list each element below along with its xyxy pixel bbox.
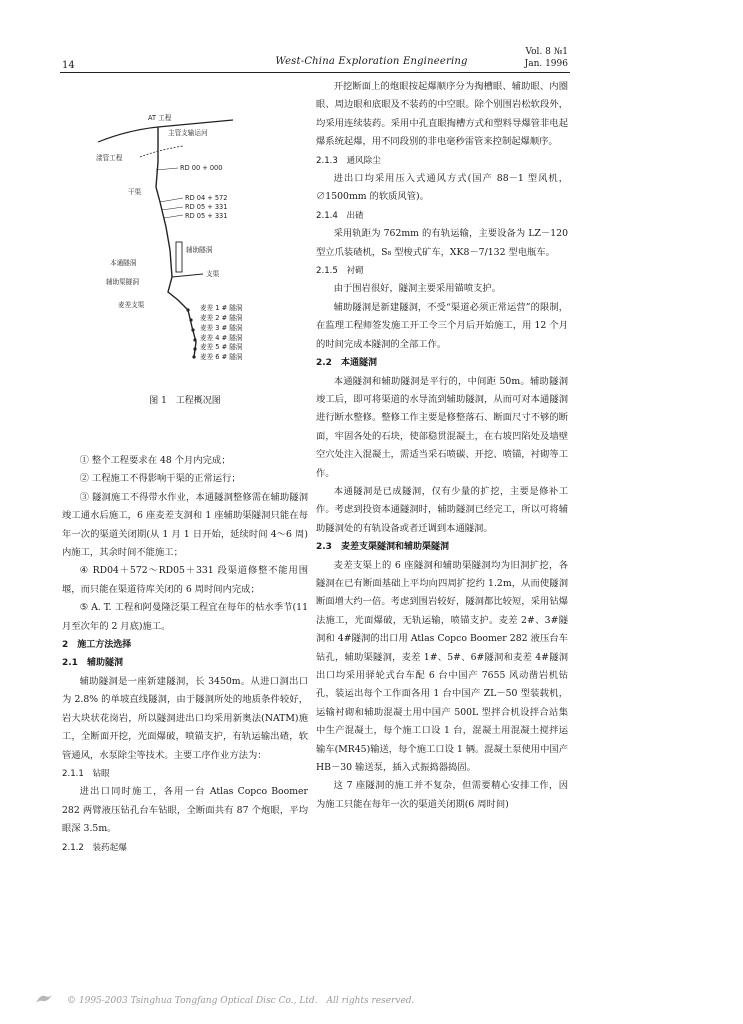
label-main-canal: 干渠 [128,188,142,196]
req-item-2: ② 工程施工不得影响干渠的正常运行； [79,473,241,485]
mj-schedule-paragraph: 这 7 座隧洞的施工并不复杂，但需要精心安排工作，因为施工只能在每年一次的渠道关闭期(6 周时间) [316,780,568,810]
section-heading-2: 2 施工方法选择 [62,640,132,651]
label-mj-tunnel-6: 麦差 6 # 隧洞 [200,353,243,361]
volume-info [525,46,568,70]
rd05-leader-a [162,207,183,210]
rd04-leader [160,198,183,202]
req-item-1: ① 整个工程要求在 48 个月内完成； [79,455,231,466]
req-item-3: ③ 隧洞施工不得带水作业，本通隧洞整修需在辅助隧洞竣工通水后施工，6 座麦差支洞和 1 座辅助渠隧洞只能在每年一次的渠道关闭期(从 1 月 1 日开始，延续时间 4～6 周)内施工，其余时间不能施工； [62,491,308,559]
rd05-leader-b [164,215,183,218]
section-heading-2-3: 2.3 麦差支渠隧洞和辅助渠隧洞 [316,542,449,553]
section-heading-2-1-4: 2.1.4 出碴 [316,210,364,221]
publisher-logo-icon [35,993,53,1005]
section-heading-2-1: 2.1 辅助隧洞 [62,658,123,669]
label-main-tunnel: 本通隧洞 [110,259,137,267]
req-item-5: ⑤ A. T. 工程和阿曼隆泛渠工程宜在每年的枯水季节(11 月至次年的 2 月底)施工。 [62,602,308,632]
volume-number: Vol. 8 №1 [525,47,568,57]
aux-tunnel-shape [176,242,182,272]
label-mj-tunnel-4: 麦差 4 # 隧洞 [200,334,243,342]
mj-tunnel-2-marker [189,318,192,321]
label-main-pipe-line: 主管支输运河 [168,129,208,137]
header-rule [60,72,570,73]
page-footer [35,990,414,1008]
issue-date: Jan. 1996 [524,59,568,69]
journal-title: West-China Exploration Engineering [275,56,468,67]
mj-tunnel-6-marker [192,355,195,358]
label-mj-tunnel-5: 麦差 5 # 隧洞 [200,343,243,351]
label-old-pipe: 漾管工程 [96,154,123,162]
branch-canal-line [172,274,203,277]
label-mj-tunnel-1: 麦差 1 # 隧洞 [200,304,243,312]
label-mj-tunnel-2: 麦差 2 # 隧洞 [200,314,243,322]
mj-tunnels-paragraph: 麦差支渠上的 6 座隧洞和辅助渠隧洞均为旧洞扩挖，各隧洞在已有断面基础上平均向四周扩挖约 1.2m，从而使隧洞断面增大约一倍。考虑到围岩较好，隧洞都比较短，采用钻爆法施工，光面爆破，无轨运输，喷锚支护。麦差 2#、3#隧洞和 4#隧洞的出口用 Atlas Copco Boomer 282 液压台车钻孔，辅助渠隧洞，麦差 1#、5#、6#隧洞和麦差 4#隧洞出口均采用驿轮式台车配 6 台中国产 7655 风动凿岩机钻孔，装运出每个工作面各用 1 台中国产 ZL－50 型装载机，运输衬砌和辅助混凝土用中国产 500L 型拌合机设拌合站集中生产混凝土，每个施工口设 1 台，混凝土用混凝土搅拌运输车(MR45)输送，每个施工口设 1 辆。混凝土泵使用中国产 HB－30 输送泵，插入式振捣器捣固。 [316,559,568,774]
section-heading-2-1-1: 2.1.1 钻眼 [62,768,110,779]
label-at-tunnel: AT 工程 [148,114,172,122]
rd00-leader [156,168,178,170]
label-aux-branch-tunnel: 辅助渠隧洞 [106,278,139,286]
label-aux-tunnel: 辅助隧洞 [186,246,213,254]
copyright-notice: © 1995-2003 Tsinghua Tongfang Optical Disc Co., Ltd. All rights reserved. [67,995,415,1006]
old-pipe-line [140,146,183,157]
label-rd04: RD 04 + 572 [185,194,228,202]
section-heading-2-1-3: 2.1.3 通风除尘 [316,155,381,166]
aux-schedule-paragraph: 辅助隧洞是新建隧洞，不受“渠道必须正常运营”的限制，在监理工程师签发施工开工令三个月后开始施工，用 12 个月的时间完成本隧洞的全部工作。 [316,301,568,350]
section-heading-2-1-5: 2.1.5 衬砌 [316,266,364,277]
left-column [62,452,308,857]
label-rd05-b: RD 05 + 331 [185,212,228,220]
figure-caption: 图 1 工程概况图 [149,396,221,406]
label-rd00: RD 00 + 000 [180,164,223,172]
at-canal-line [98,120,233,142]
label-branch-canal: 支渠 [206,270,220,278]
mj-branch-canal-line [168,277,196,357]
main-tunnel-line [170,250,172,277]
mj-tunnel-4-marker [193,338,196,341]
main-tunnel-paragraph-2: 本通隧洞是已成隧洞，仅有少量的扩挖，主要是修补工作。考虑到投资本通隧洞时，辅助隧洞已经完工，所以可将辅助隧洞处的有轨设备或者迁调到本通隧洞。 [316,485,568,534]
req-item-4: ④ RD04＋572～RD05＋331 段渠道修整不能用围堰，而只能在渠道待库关闭的 6 周时间内完成； [62,565,308,595]
mj-tunnel-3-marker [191,328,194,331]
drilling-paragraph: 进出口同时施工，各用一台 Atlas Copco Boomer 282 两臂液压钻孔台车钻眼，全断面共有 87 个炮眼，平均眼深 3.5m。 [62,786,308,835]
main-canal-line [156,127,170,250]
label-rd05-a: RD 05 + 331 [185,203,228,211]
aux-tunnel-paragraph: 辅助隧洞是一座新建隧洞，长 3450m。从进口洞出口为 2.8% 的单坡直线隧洞，由于隧洞所处的地质条件较好，岩大块状花岗岩，所以隧洞进出口均采用新奥法(NATM)施工，全断面开挖，光面爆破，喷锚支护，有轨运输出碴，软管通风，水泵除尘等技术。主要工序作业方法为： [62,675,308,761]
label-mj-tunnel-3: 麦差 3 # 隧洞 [200,324,243,332]
project-overview-figure [88,102,288,382]
label-mj-branch: 麦差支渠 [118,301,145,309]
mj-tunnel-5-marker [193,347,196,350]
page-number: 14 [62,60,75,71]
ventilation-paragraph: 进出口均采用压入式通风方式(国产 88－1 型风机，∅1500mm 的软质风管)。 [316,173,568,203]
mj-tunnel-1-marker [186,308,189,311]
section-heading-2-2: 2.2 本通隧洞 [316,358,377,369]
lining-paragraph: 由于围岩很好，隧洞主要采用锚喷支护。 [333,283,502,295]
right-column [316,78,568,814]
main-tunnel-paragraph-1: 本通隧洞和辅助隧洞是平行的，中间距 50m。辅助隧洞竣工后，即可将渠道的水导流到辅助隧洞，从而可对本通隧洞进行断水整修。整修工作主要是修整落石、断面尺寸不够的断面，牢固各处的石块，使部稳贯混凝土，在右坡凹陷处及墙壁空穴处注入混凝土，需适当采石喷碳、开挖、喷锚，衬砌等工作。 [316,375,568,479]
mucking-paragraph: 采用轨距为 762mm 的有轨运输，主要设备为 LZ－120 型立爪装碴机，S₈ 型梭式矿车，XK8－7/132 型电瓶车。 [316,228,568,258]
section-heading-2-1-2: 2.1.2 装药起爆 [62,842,127,853]
blasting-paragraph: 开挖断面上的炮眼按起爆顺序分为掏槽眼、辅助眼、内圈眼、周边眼和底眼及不装药的中空眼。除个别围岩松软段外，均采用连续装药。采用中孔直眼掏槽方式和塑料导爆管非电起爆系统起爆，用不同段别的非电毫秒雷管来控制起爆顺序。 [316,81,568,148]
